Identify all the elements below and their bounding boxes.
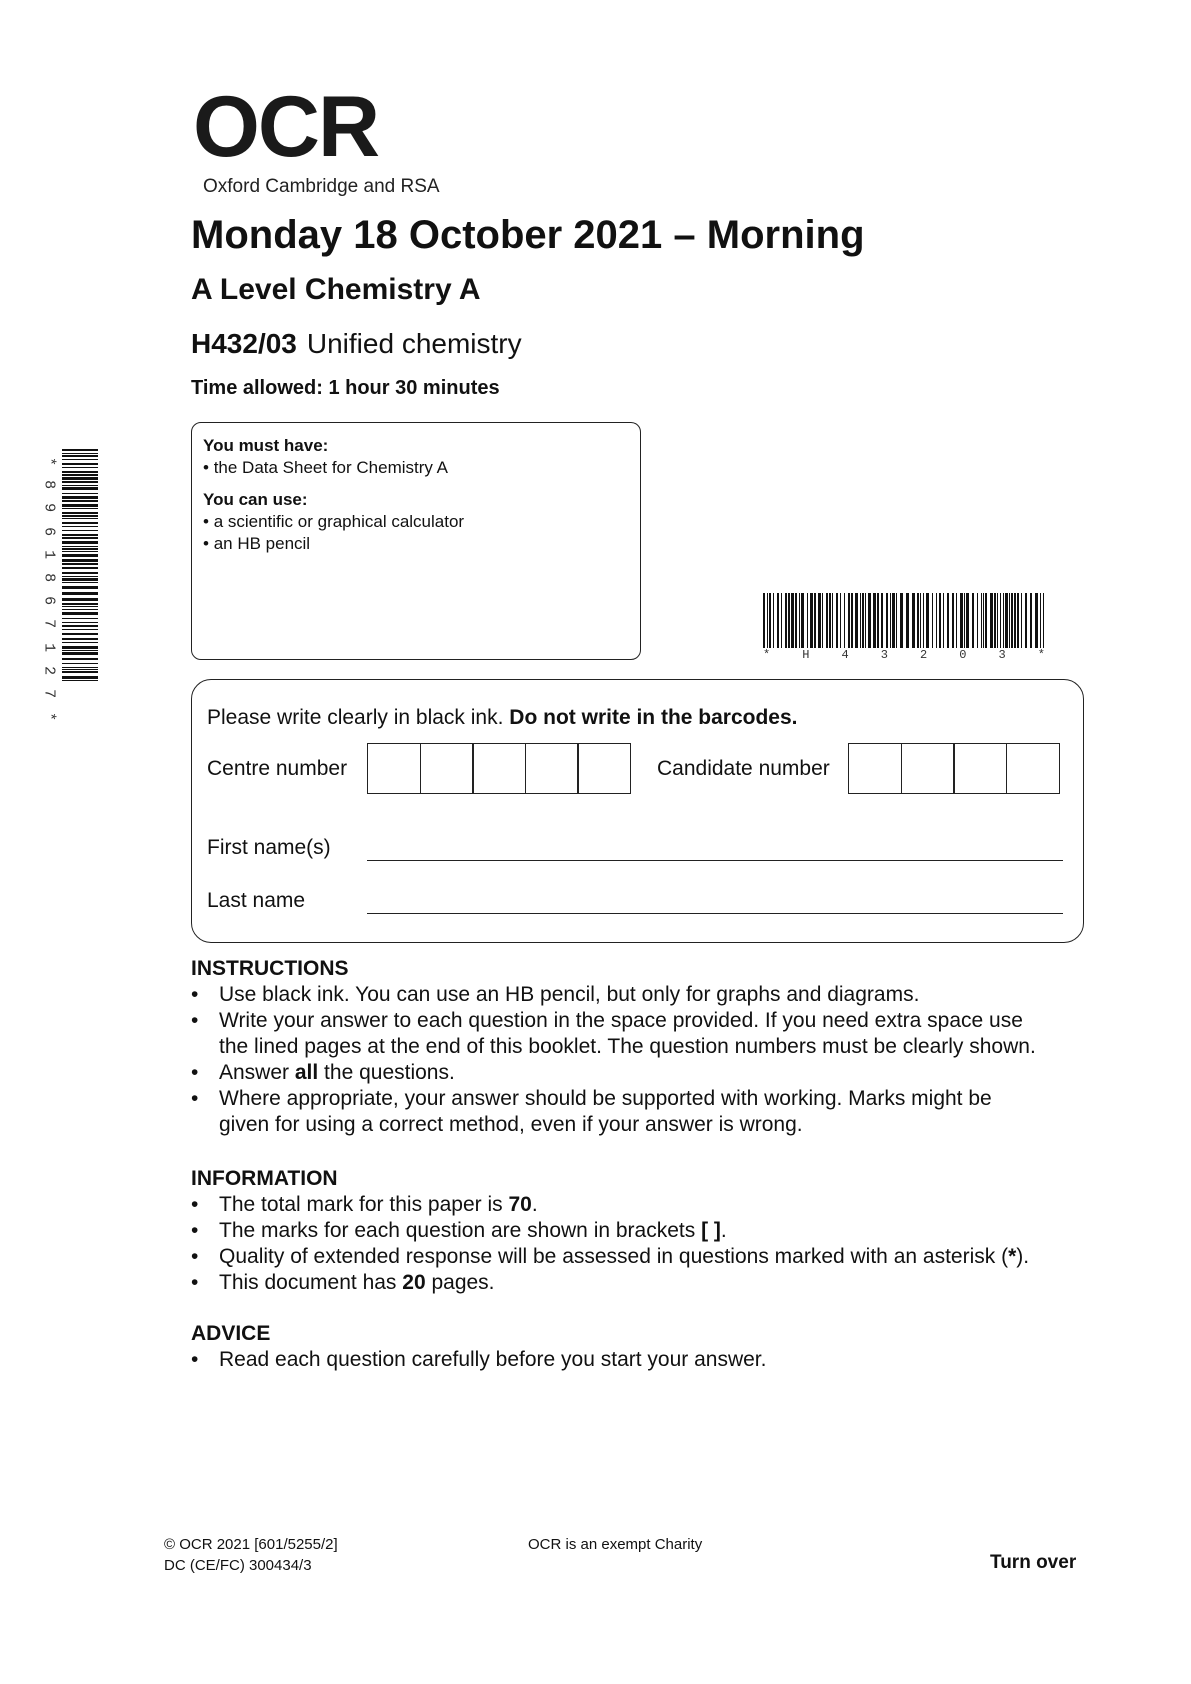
- barcode-bar: [936, 593, 937, 648]
- barcode-bar: [926, 593, 929, 648]
- must-have-item: • the Data Sheet for Chemistry A: [203, 457, 629, 479]
- advice-heading: ADVICE: [191, 1322, 271, 1345]
- barcode-digit: 7: [40, 619, 58, 629]
- barcode-bar: [972, 593, 974, 648]
- barcode-bar: [62, 537, 98, 539]
- candidate-digit-box[interactable]: [848, 743, 902, 794]
- requirements-box: [191, 422, 641, 660]
- barcode-bar: [1014, 593, 1016, 648]
- turn-over-label: Turn over: [990, 1552, 1077, 1573]
- barcode-bar: [62, 609, 98, 610]
- barcode-bar: [785, 593, 787, 648]
- barcode-bar: [777, 593, 779, 648]
- barcode-bar: [956, 593, 957, 648]
- paper-barcode: [763, 593, 1045, 648]
- barcode-bar: [906, 593, 909, 648]
- barcode-bar: [1030, 593, 1032, 648]
- barcode-bar: [1040, 593, 1041, 648]
- barcode-bar: [62, 459, 98, 460]
- barcode-bar: [62, 646, 98, 649]
- barcode-bar: [799, 593, 800, 648]
- instruction-item: • Use black ink. You can use an HB pencil, but only for graphs and diagrams.: [191, 982, 1091, 1008]
- information-item: • The total mark for this paper is 70.: [191, 1192, 1091, 1218]
- barcode-bar: [62, 546, 98, 547]
- barcode-bar: [62, 671, 98, 673]
- barcode-bar: [826, 593, 828, 648]
- barcode-bar: [62, 650, 98, 651]
- barcode-bar: [62, 541, 98, 544]
- paper-barcode-digits: [763, 648, 1045, 662]
- barcode-bar: [62, 500, 98, 502]
- barcode-bar: [1005, 593, 1008, 648]
- barcode-bar: [62, 463, 98, 465]
- barcode-bar: [860, 593, 861, 648]
- barcode-bar: [62, 504, 98, 507]
- can-use-heading: You can use:: [203, 490, 308, 509]
- barcode-bar: [900, 593, 903, 648]
- barcode-bar: [62, 563, 98, 565]
- candidate-digit-box[interactable]: [1006, 743, 1060, 794]
- barcode-digit: *: [1037, 648, 1045, 662]
- barcode-bar: [983, 593, 984, 648]
- centre-digit-box[interactable]: [472, 743, 526, 794]
- barcode-bar: [844, 593, 845, 648]
- barcode-bar: [1000, 593, 1001, 648]
- barcode-bar: [795, 593, 797, 648]
- barcode-bar: [62, 534, 98, 536]
- barcode-bar: [966, 593, 969, 648]
- barcode-bar: [62, 567, 98, 569]
- time-allowed: Time allowed: 1 hour 30 minutes: [191, 377, 500, 399]
- barcode-digit: 2: [40, 665, 58, 675]
- can-use-item: • an HB pencil: [203, 533, 629, 555]
- barcode-bar: [62, 467, 98, 468]
- centre-digit-box[interactable]: [420, 743, 474, 794]
- barcode-bar: [62, 612, 98, 615]
- last-name-label: Last name: [207, 889, 306, 912]
- barcode-bar: [62, 618, 98, 619]
- barcode-bar: [62, 676, 98, 679]
- barcode-bar: [994, 593, 996, 648]
- barcode-bar: [62, 449, 98, 451]
- barcode-bar: [62, 606, 98, 607]
- barcode-bar: [62, 518, 98, 519]
- barcode-bar: [814, 593, 816, 648]
- instruction-item: • Write your answer to each question in the space provided. If you need extra space use the lined pages at the end of this booklet. The question numbers must be clearly shown.: [191, 1008, 1091, 1060]
- barcode-bar: [62, 559, 98, 562]
- barcode-bar: [822, 593, 823, 648]
- barcode-bar: [62, 515, 98, 517]
- barcode-digit: 7: [40, 689, 58, 699]
- paper-code-line: [191, 330, 522, 358]
- qualification-title: A Level Chemistry A: [191, 273, 481, 306]
- barcode-digit: 4: [841, 648, 849, 662]
- advice-item: • Read each question carefully before you start your answer.: [191, 1347, 1091, 1373]
- barcode-bar: [865, 593, 866, 648]
- barcode-bar: [862, 593, 864, 648]
- barcode-bar: [896, 593, 897, 648]
- barcode-bar: [62, 551, 98, 552]
- barcode-bar: [810, 593, 813, 648]
- barcode-bar: [981, 593, 982, 648]
- barcode-bar: [62, 652, 98, 655]
- barcode-bar: [62, 485, 98, 486]
- barcode-bar: [848, 593, 850, 648]
- barcode-bar: [62, 530, 98, 531]
- barcode-bar: [62, 633, 98, 635]
- candidate-digit-box[interactable]: [953, 743, 1007, 794]
- barcode-bar: [62, 496, 98, 499]
- barcode-digit: *: [763, 648, 771, 662]
- write-clearly-note: [207, 706, 798, 730]
- ocr-tagline: Oxford Cambridge and RSA: [203, 176, 440, 197]
- barcode-bar: [829, 593, 831, 648]
- barcode-digit: 6: [40, 526, 58, 536]
- barcode-digit: 8: [40, 480, 58, 490]
- barcode-bar: [943, 593, 944, 648]
- barcode-bar: [788, 593, 790, 648]
- barcode-bar: [62, 663, 98, 664]
- barcode-bar: [1035, 593, 1038, 648]
- barcode-bar: [62, 669, 98, 670]
- last-name-line[interactable]: [367, 913, 1063, 914]
- instruction-item: • Answer all the questions.: [191, 1060, 1091, 1086]
- ocr-logo: OCR: [193, 79, 379, 175]
- barcode-bar: [892, 593, 895, 648]
- barcode-bar: [855, 593, 858, 648]
- barcode-bar: [62, 471, 98, 473]
- barcode-bar: [1011, 593, 1013, 648]
- barcode-bar: [886, 593, 888, 648]
- barcode-bar: [997, 593, 998, 648]
- barcode-bar: [840, 593, 841, 648]
- barcode-bar: [767, 593, 768, 648]
- barcode-bar: [1021, 593, 1022, 648]
- barcode-bar: [1017, 593, 1019, 648]
- advice-list: [191, 1347, 1091, 1373]
- information-heading: INFORMATION: [191, 1167, 338, 1190]
- can-use-item: • a scientific or graphical calculator: [203, 511, 629, 533]
- candidate-number-boxes[interactable]: [848, 743, 1060, 794]
- barcode-bar: [932, 593, 933, 648]
- candidate-digit-box[interactable]: [901, 743, 955, 794]
- barcode-digit: 6: [40, 596, 58, 606]
- barcode-warning: Do not write in the barcodes.: [509, 706, 798, 729]
- barcode-bar: [62, 586, 98, 589]
- barcode-bar: [62, 680, 98, 681]
- barcode-digit: 2: [920, 648, 928, 662]
- barcode-digit: *: [40, 712, 58, 722]
- barcode-bar: [1003, 593, 1004, 648]
- barcode-bar: [62, 508, 98, 509]
- barcode-bar: [801, 593, 804, 648]
- barcode-bar: [1043, 593, 1044, 648]
- barcode-digit: 1: [40, 549, 58, 559]
- barcode-bar: [952, 593, 954, 648]
- barcode-bar: [62, 512, 98, 514]
- barcode-bar: [873, 593, 876, 648]
- side-barcode: [62, 449, 98, 681]
- exam-date-session: Monday 18 October 2021 – Morning: [191, 213, 865, 257]
- information-item: • The marks for each question are shown in brackets [ ].: [191, 1218, 1091, 1244]
- barcode-bar: [791, 593, 794, 648]
- information-item: • This document has 20 pages.: [191, 1270, 1091, 1296]
- first-name-line[interactable]: [367, 860, 1063, 861]
- barcode-digit: 9: [40, 503, 58, 513]
- barcode-bar: [1009, 593, 1010, 648]
- barcode-bar: [964, 593, 965, 648]
- centre-digit-box[interactable]: [367, 743, 421, 794]
- must-have-heading: You must have:: [203, 436, 329, 455]
- barcode-bar: [62, 455, 98, 457]
- barcode-bar: [62, 658, 98, 660]
- barcode-bar: [62, 481, 98, 483]
- barcode-bar: [1025, 593, 1027, 648]
- barcode-digit: 1: [40, 642, 58, 652]
- barcode-bar: [62, 598, 98, 601]
- barcode-bar: [62, 477, 98, 480]
- centre-number-boxes[interactable]: [367, 743, 631, 794]
- barcode-bar: [62, 629, 98, 630]
- barcode-bar: [960, 593, 963, 648]
- instructions-list: [191, 982, 1091, 1138]
- barcode-bar: [985, 593, 987, 648]
- barcode-bar: [62, 578, 98, 581]
- barcode-bar: [877, 593, 879, 648]
- barcode-bar: [890, 593, 891, 648]
- barcode-bar: [62, 572, 98, 574]
- side-barcode-digits: [41, 450, 57, 728]
- barcode-bar: [923, 593, 924, 648]
- barcode-bar: [920, 593, 921, 648]
- charity-note: OCR is an exempt Charity: [528, 1536, 703, 1553]
- centre-digit-box[interactable]: [577, 743, 631, 794]
- barcode-bar: [62, 625, 98, 627]
- barcode-bar: [769, 593, 771, 648]
- barcode-bar: [62, 603, 98, 605]
- barcode-bar: [851, 593, 853, 648]
- barcode-bar: [763, 593, 765, 648]
- barcode-bar: [917, 593, 919, 648]
- barcode-bar: [62, 576, 98, 577]
- barcode-bar: [818, 593, 821, 648]
- barcode-bar: [62, 493, 98, 494]
- barcode-bar: [836, 593, 838, 648]
- copyright-text: © OCR 2021 [601/5255/2]: [164, 1536, 338, 1553]
- document-code: DC (CE/FC) 300434/3: [164, 1557, 312, 1574]
- centre-digit-box[interactable]: [525, 743, 579, 794]
- barcode-bar: [62, 453, 98, 454]
- barcode-bar: [62, 667, 98, 668]
- barcode-digit: 3: [880, 648, 888, 662]
- barcode-digit: *: [40, 457, 58, 467]
- barcode-bar: [62, 548, 98, 550]
- barcode-bar: [62, 487, 98, 490]
- instruction-item: • Where appropriate, your answer should be supported with working. Marks might be given for using a correct method, even if your answer is wrong.: [191, 1086, 1091, 1138]
- centre-number-label: Centre number: [207, 757, 348, 780]
- barcode-bar: [947, 593, 949, 648]
- barcode-bar: [868, 593, 871, 648]
- barcode-digit: H: [802, 648, 810, 662]
- paper-title: Unified chemistry: [306, 328, 522, 359]
- instructions-heading: INSTRUCTIONS: [191, 957, 349, 980]
- barcode-bar: [773, 593, 774, 648]
- barcode-bar: [807, 593, 808, 648]
- barcode-bar: [781, 593, 782, 648]
- candidate-number-label: Candidate number: [657, 757, 830, 780]
- barcode-bar: [939, 593, 941, 648]
- barcode-bar: [62, 642, 98, 643]
- barcode-bar: [832, 593, 833, 648]
- first-name-label: First name(s): [207, 836, 331, 859]
- barcode-bar: [62, 526, 98, 527]
- barcode-bar: [62, 622, 98, 623]
- barcode-digit: 0: [959, 648, 967, 662]
- barcode-bar: [62, 474, 98, 476]
- barcode-bar: [62, 582, 98, 583]
- footer-codes: [164, 1534, 338, 1576]
- barcode-bar: [881, 593, 883, 648]
- barcode-bar: [62, 638, 98, 640]
- information-item: • Quality of extended response will be assessed in questions marked with an asterisk (*).: [191, 1244, 1091, 1270]
- barcode-bar: [62, 522, 98, 524]
- paper-code: H432/03: [191, 328, 297, 359]
- barcode-digit: 8: [40, 573, 58, 583]
- barcode-bar: [62, 592, 98, 595]
- barcode-bar: [977, 593, 978, 648]
- barcode-bar: [912, 593, 915, 648]
- write-clearly-text: Please write clearly in black ink.: [207, 706, 504, 729]
- barcode-bar: [990, 593, 993, 648]
- barcode-bar: [62, 554, 98, 557]
- barcode-digit: 3: [998, 648, 1006, 662]
- information-list: [191, 1192, 1091, 1296]
